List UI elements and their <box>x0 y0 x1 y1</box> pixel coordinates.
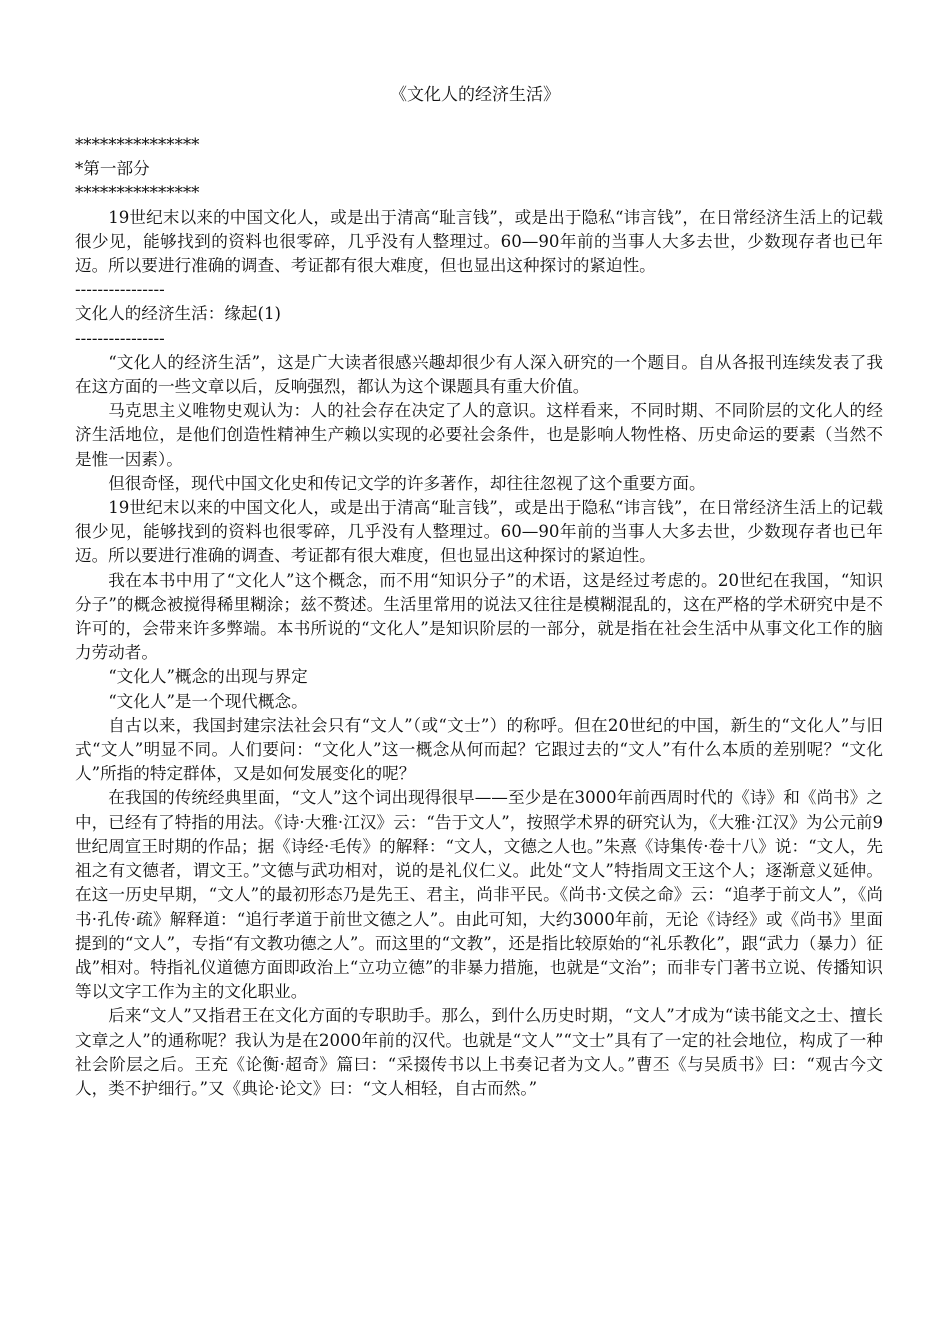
paragraph: 自古以来，我国封建宗法社会只有“文人”（或“文士”）的称呼。但在20世纪的中国，新生的“文化人”与旧式“文人”明显不同。人们要问：“文化人”这一概念从何而起？它跟过去的“文人”有什么本质的差别呢？“文化人”所指的特定群体，又是如何发展变化的呢？ <box>75 715 883 784</box>
part-label: *第一部分 <box>75 159 150 179</box>
stars-divider-bottom: *************** <box>75 183 200 203</box>
document-title: 《文化人的经济生活》 <box>390 85 560 105</box>
document-body <box>75 133 883 1101</box>
paragraph: 在我国的传统经典里面，“文人”这个词出现得很早——至少是在3000年前西周时代的《诗》和《尚书》之中，已经有了特指的用法。《诗·大雅·江汉》云：“告于文人”，按照学术界的研究认为，《大雅·江汉》为公元前9世纪周宣王时期的作品；据《诗经·毛传》的解释：“文人，文德之人也。”朱熹《诗集传·卷十八》说：“文人，先祖之有文德者，谓文王。”文德与武功相对，说的是礼仪仁义。此处“文人”特指周文王这个人；逐渐意义延伸。在这一历史早期，“文人”的最初形态乃是先王、君主，尚非平民。《尚书·文侯之命》云：“追孝于前文人”，《尚书·孔传·疏》解释道：“追行孝道于前世文德之人”。由此可知，大约3000年前，无论《诗经》或《尚书》里面提到的“文人”，专指“有文教功德之人”。而这里的“文教”，还是指比较原始的“礼乐教化”，跟“武力（暴力）征战”相对。特指礼仪道德方面即政治上“立功立德”的非暴力措施，也就是“文治”；而非专门著书立说、传播知识等以文字工作为主的文化职业。 <box>75 788 883 1002</box>
section-heading: 文化人的经济生活：缘起(1) <box>75 304 282 324</box>
stars-divider-top: *************** <box>75 135 200 154</box>
paragraph: “文化人”是一个现代概念。 <box>108 691 308 711</box>
intro-paragraph: 19世纪末以来的中国文化人，或是出于清高“耻言钱”，或是出于隐私“讳言钱”，在日常经济生活上的记载很少见，能够找到的资料也很零碎，几乎没有人整理过。60—90年前的当事人大多去世，少数现存者也已年迈。所以要进行准确的调查、考证都有很大难度，但也显出这种探讨的紧迫性。 <box>75 207 883 276</box>
paragraph: 我在本书中用了“文化人”这个概念，而不用“知识分子”的术语，这是经过考虑的。20世纪在我国，“知识分子”的概念被搅得稀里糊涂；兹不赘述。生活里常用的说法又往往是模糊混乱的，这在严格的学术研究中是不许可的，会带来许多弊端。本书所说的“文化人”是知识阶层的一部分，就是指在社会生活中从事文化工作的脑力劳动者。 <box>75 570 883 663</box>
paragraph: 但很奇怪，现代中国文化史和传记文学的许多著作，却往往忽视了这个重要方面。 <box>108 473 706 493</box>
dash-divider-top: ---------------- <box>75 280 165 300</box>
dash-divider-bottom: ---------------- <box>75 328 165 348</box>
subheading: “文化人”概念的出现与界定 <box>108 667 308 687</box>
paragraph: 19世纪末以来的中国文化人，或是出于清高“耻言钱”，或是出于隐私“讳言钱”，在日常经济生活上的记载很少见，能够找到的资料也很零碎，几乎没有人整理过。60—90年前的当事人大多去世，少数现存者也已年迈。所以要进行准确的调查、考证都有很大难度，但也显出这种探讨的紧迫性。 <box>75 498 883 566</box>
paragraph: “文化人的经济生活”，这是广大读者很感兴趣却很少有人深入研究的一个题目。自从各报刊连续发表了我在这方面的一些文章以后，反响强烈，都认为这个课题具有重大价值。 <box>75 352 883 397</box>
paragraph: 后来“文人”又指君王在文化方面的专职助手。那么，到什么历史时期，“文人”才成为“读书能文之士、擅长文章之人”的通称呢？我认为是在2000年前的汉代。也就是“文人”“文士”具有了一定的社会地位，构成了一种社会阶层之后。王充《论衡·超奇》篇曰：“采掇传书以上书奏记者为文人。”曹丕《与吴质书》曰：“观古今文人，类不护细行。”又《典论·论文》曰：“文人相轻，自古而然。” <box>75 1006 883 1098</box>
paragraph: 马克思主义唯物史观认为：人的社会存在决定了人的意识。这样看来，不同时期、不同阶层的文化人的经济生活地位，是他们创造性精神生产赖以实现的必要社会条件，也是影响人物性格、历史命运的要素（当然不是惟一因素）。 <box>75 401 883 469</box>
